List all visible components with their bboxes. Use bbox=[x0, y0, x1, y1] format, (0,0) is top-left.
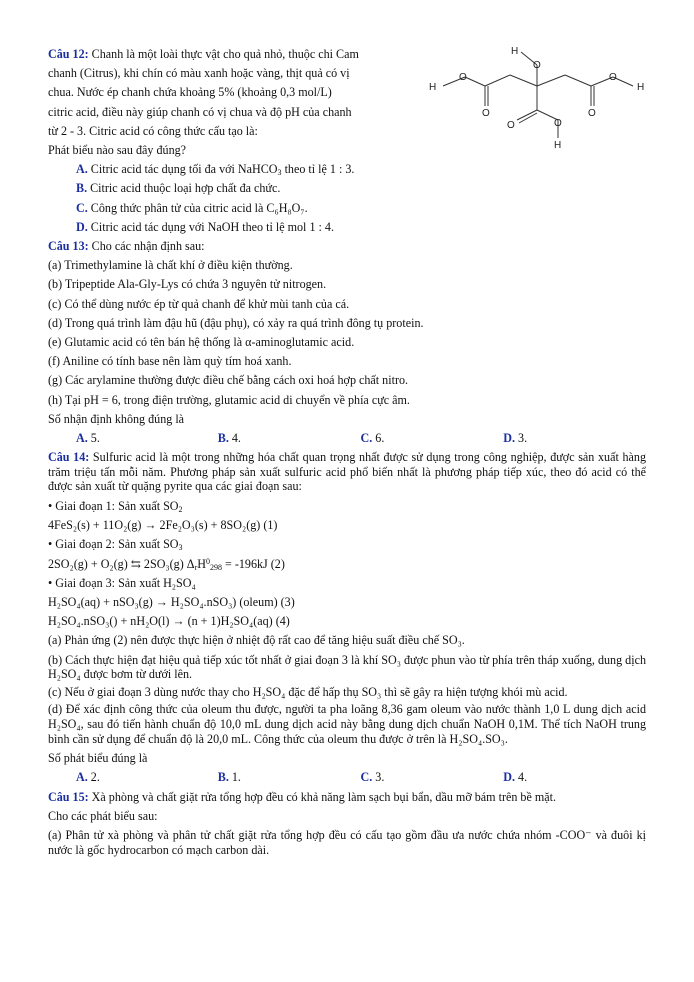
option-label: D. bbox=[76, 219, 88, 234]
q14-equation-4: H₂SO₄.nSO₃() + nH₂O(l) → (n + 1)H₂SO₄(aq) (4) bbox=[48, 614, 290, 629]
q13-intro-text: Cho các nhận định sau: bbox=[88, 239, 205, 254]
q14-equation-2 bbox=[48, 555, 646, 574]
equation-text: 2SO₂(g) + O₂(g) ⇆ 2SO₃(g) Δ bbox=[48, 556, 195, 571]
q14-option-d[interactable] bbox=[503, 768, 646, 787]
question-12-prompt: Phát biểu nào sau đây đúng? bbox=[48, 143, 187, 158]
q14-answer-row bbox=[48, 768, 646, 787]
q12-option-c[interactable] bbox=[48, 199, 646, 218]
question-15-label: Câu 15: bbox=[48, 789, 89, 804]
atom-o-bottom-oh: O bbox=[554, 118, 562, 129]
q14-option-b[interactable] bbox=[218, 768, 361, 787]
question-14-intro bbox=[48, 450, 646, 494]
question-14-prompt: Số phát biểu đúng là bbox=[48, 751, 148, 766]
q13-option-d[interactable] bbox=[503, 429, 646, 448]
q15-intro-text: Xà phòng và chất giặt rửa tổng hợp đều có khả năng làm sạch bụi bẩn, dầu mỡ bám trên bề mặt. bbox=[88, 789, 557, 804]
q14-equation-3: H₂SO₄(aq) + nSO₃(g) → H₂SO₄.nSO₃) (oleum) (3) bbox=[48, 595, 295, 610]
q12-option-a[interactable] bbox=[48, 160, 646, 179]
option-label: B. bbox=[217, 770, 229, 785]
atom-o-right-oh: O bbox=[609, 72, 617, 83]
equation-superscript: 0 bbox=[205, 556, 210, 566]
q12-intro-line: citric acid, điều này giúp chanh có vị chua và độ pH của chanh bbox=[48, 104, 352, 119]
q13-option-b[interactable] bbox=[218, 429, 361, 448]
exam-page bbox=[48, 45, 646, 860]
q12-intro-line: chanh (Citrus), khi chín có màu xanh hoặc vàng, thịt quả có vị bbox=[48, 66, 350, 81]
q14-intro-text: Sulfuric acid là một trong những hóa chất quan trọng nhất được sử dụng trong công nghiệp, được sản xuất hàng trăm triệu tấn mỗi năm. Phương pháp sản xuất sulfuric acid phổ biến nhất là phương pháp tiếp xúc, theo đó acid có thể được sản xuất từ quặng pyrite qua các giai đoạn sau: bbox=[48, 450, 646, 494]
option-label: D. bbox=[503, 431, 516, 446]
q13-statement: (e) Glutamic acid có tên bán hệ thống là α-aminoglutamic acid. bbox=[48, 335, 355, 350]
stage-text: • Giai đoạn 1: Sản xuất SO bbox=[48, 499, 179, 514]
option-label: C. bbox=[360, 770, 373, 785]
atom-o-right-co: O bbox=[588, 108, 596, 119]
q14-statement: (c) Nếu ở giai đoạn 3 dùng nước thay cho H₂SO₄ đặc để hấp thụ SO₃ thì sẽ gây ra hiện tượng khói mù acid. bbox=[48, 684, 568, 699]
q14-statement: (a) Phản ứng (2) nên được thực hiện ở nhiệt độ rất cao để tăng hiệu suất điều chế SO₃. bbox=[48, 633, 465, 648]
option-label: A. bbox=[76, 770, 88, 785]
equation-text: = -196kJ (2) bbox=[221, 556, 285, 571]
q13-statement: (c) Có thể dùng nước ép từ quả chanh để khử mùi tanh của cá. bbox=[48, 296, 350, 311]
q14-stage-3: • Giai đoạn 3: Sản xuất H₂SO₄ bbox=[48, 575, 196, 590]
option-text: Citric acid thuộc loại hợp chất đa chức. bbox=[87, 181, 281, 196]
q13-statement: (a) Trimethylamine là chất khí ở điều kiện thường. bbox=[48, 258, 293, 273]
atom-h-top: H bbox=[511, 46, 519, 57]
q15-statement: (a) Phân tử xà phòng và phân tử chất giặt rửa tổng hợp đều có cấu tạo gồm đầu ưa nước chứa nhóm -COO⁻ và đuôi kị nước là gốc hydrocarbon có mạch carbon dài. bbox=[48, 828, 646, 857]
option-text: 3. bbox=[515, 431, 528, 446]
option-label: B. bbox=[217, 431, 229, 446]
q13-statement: (h) Tại pH = 6, trong điện trường, glutamic acid di chuyển về phía cực âm. bbox=[48, 392, 410, 407]
q14-option-c[interactable] bbox=[361, 768, 504, 787]
option-label: C. bbox=[76, 200, 88, 215]
option-text: 4. bbox=[515, 770, 528, 785]
option-label: A. bbox=[76, 431, 88, 446]
question-13-prompt: Số nhận định không đúng là bbox=[48, 411, 185, 426]
q14-stage-2 bbox=[48, 535, 646, 554]
q13-statement: (b) Tripeptide Ala-Gly-Lys có chứa 3 nguyên tử nitrogen. bbox=[48, 277, 327, 292]
option-text: theo tỉ lệ 1 : 3. bbox=[281, 162, 355, 177]
equation-subscript: 298 bbox=[209, 562, 222, 572]
question-14-label: Câu 14: bbox=[48, 450, 90, 465]
q12-intro-line: Chanh là một loài thực vật cho quả nhỏ, thuộc chi Cam bbox=[88, 47, 359, 61]
option-label: B. bbox=[76, 181, 88, 196]
question-12-intro bbox=[48, 45, 418, 141]
question-12-label: Câu 12: bbox=[48, 47, 89, 61]
q14-statement: (d) Để xác định công thức của oleum thu được, người ta pha loãng 8,36 gam oleum vào nước thành 1,0 L dung dịch acid H₂SO₄, sau đó tiến hành chuẩn độ 10,0 mL dung dịch acid này bằng dung dịch chuẩn NaOH 0,1M. Thể tích NaOH trung bình cần sử dụng để chuẩn độ là 20,0 mL. Công thức của oleum thu được ở trên là H₂SO₄.SO₃. bbox=[48, 702, 646, 746]
option-text: 2. bbox=[87, 770, 100, 785]
question-15-intro bbox=[48, 788, 646, 807]
q13-option-c[interactable] bbox=[361, 429, 504, 448]
question-13-label: Câu 13: bbox=[48, 239, 89, 254]
stage-subscript: 3 bbox=[178, 543, 183, 553]
stage-text: • Giai đoạn 2: Sản xuất SO bbox=[48, 537, 179, 552]
q12-intro-line: chua. Nước ép chanh chứa khoảng 5% (khoảng 0,3 mol/L) bbox=[48, 85, 332, 100]
option-text: Citric acid tác dụng tối đa với NaHCO bbox=[87, 162, 278, 177]
q12-option-b[interactable] bbox=[48, 179, 646, 198]
stage-subscript: 2 bbox=[178, 505, 183, 515]
q13-statement: (g) Các arylamine thường được điều chế bằng cách oxi hoá hợp chất nitro. bbox=[48, 373, 409, 388]
option-text: 5. bbox=[87, 431, 100, 446]
q14-statement: (b) Cách thực hiện đạt hiệu quả tiếp xúc tốt nhất ở giai đoạn 3 là khí SO₃ được phun vào từ phía trên tháp xuống, dung dịch H₂SO₄ được bơm từ dưới lên. bbox=[48, 652, 646, 682]
option-text: Citric acid tác dụng với NaOH theo tỉ lệ mol 1 : 4. bbox=[87, 219, 334, 234]
question-13-intro bbox=[48, 237, 646, 256]
option-label: D. bbox=[503, 770, 516, 785]
equation-text: H bbox=[197, 556, 206, 571]
atom-h-right: H bbox=[637, 82, 645, 93]
atom-o-bottom-co: O bbox=[507, 120, 515, 131]
atom-h-left: H bbox=[429, 82, 437, 93]
q15-sub-intro: Cho các phát biểu sau: bbox=[48, 808, 158, 823]
option-text: 1. bbox=[228, 770, 241, 785]
option-text: 6. bbox=[372, 431, 385, 446]
q13-answer-row bbox=[48, 429, 646, 448]
q14-equation-1: 4FeS₂(s) + 11O₂(g) → 2Fe₂O₃(s) + 8SO₂(g) (1) bbox=[48, 518, 278, 533]
option-text: 4. bbox=[228, 431, 241, 446]
equation-subscript: r bbox=[194, 562, 198, 572]
atom-h-bottom: H bbox=[554, 140, 562, 151]
q14-option-a[interactable] bbox=[48, 768, 218, 787]
q14-stage-1 bbox=[48, 497, 646, 516]
option-text: 3. bbox=[372, 770, 385, 785]
q12-intro-line: từ 2 - 3. Citric acid có công thức cấu tạo là: bbox=[48, 123, 258, 138]
atom-o-left-co: O bbox=[482, 108, 490, 119]
option-label: A. bbox=[76, 162, 88, 177]
atom-o-top: O bbox=[533, 60, 541, 71]
q12-option-d[interactable] bbox=[48, 218, 646, 237]
q13-statement: (d) Trong quá trình làm đậu hũ (đậu phụ), có xảy ra quá trình đông tụ protein. bbox=[48, 315, 424, 330]
option-subscript: 3 bbox=[277, 168, 282, 178]
option-text: Công thức phân tử của citric acid là C₆H₈O₇. bbox=[87, 200, 308, 215]
q13-option-a[interactable] bbox=[48, 429, 218, 448]
option-label: C. bbox=[360, 431, 373, 446]
atom-o-left-oh: O bbox=[459, 72, 467, 83]
q13-statement: (f) Aniline có tính base nên làm quỳ tím hoá xanh. bbox=[48, 354, 292, 369]
